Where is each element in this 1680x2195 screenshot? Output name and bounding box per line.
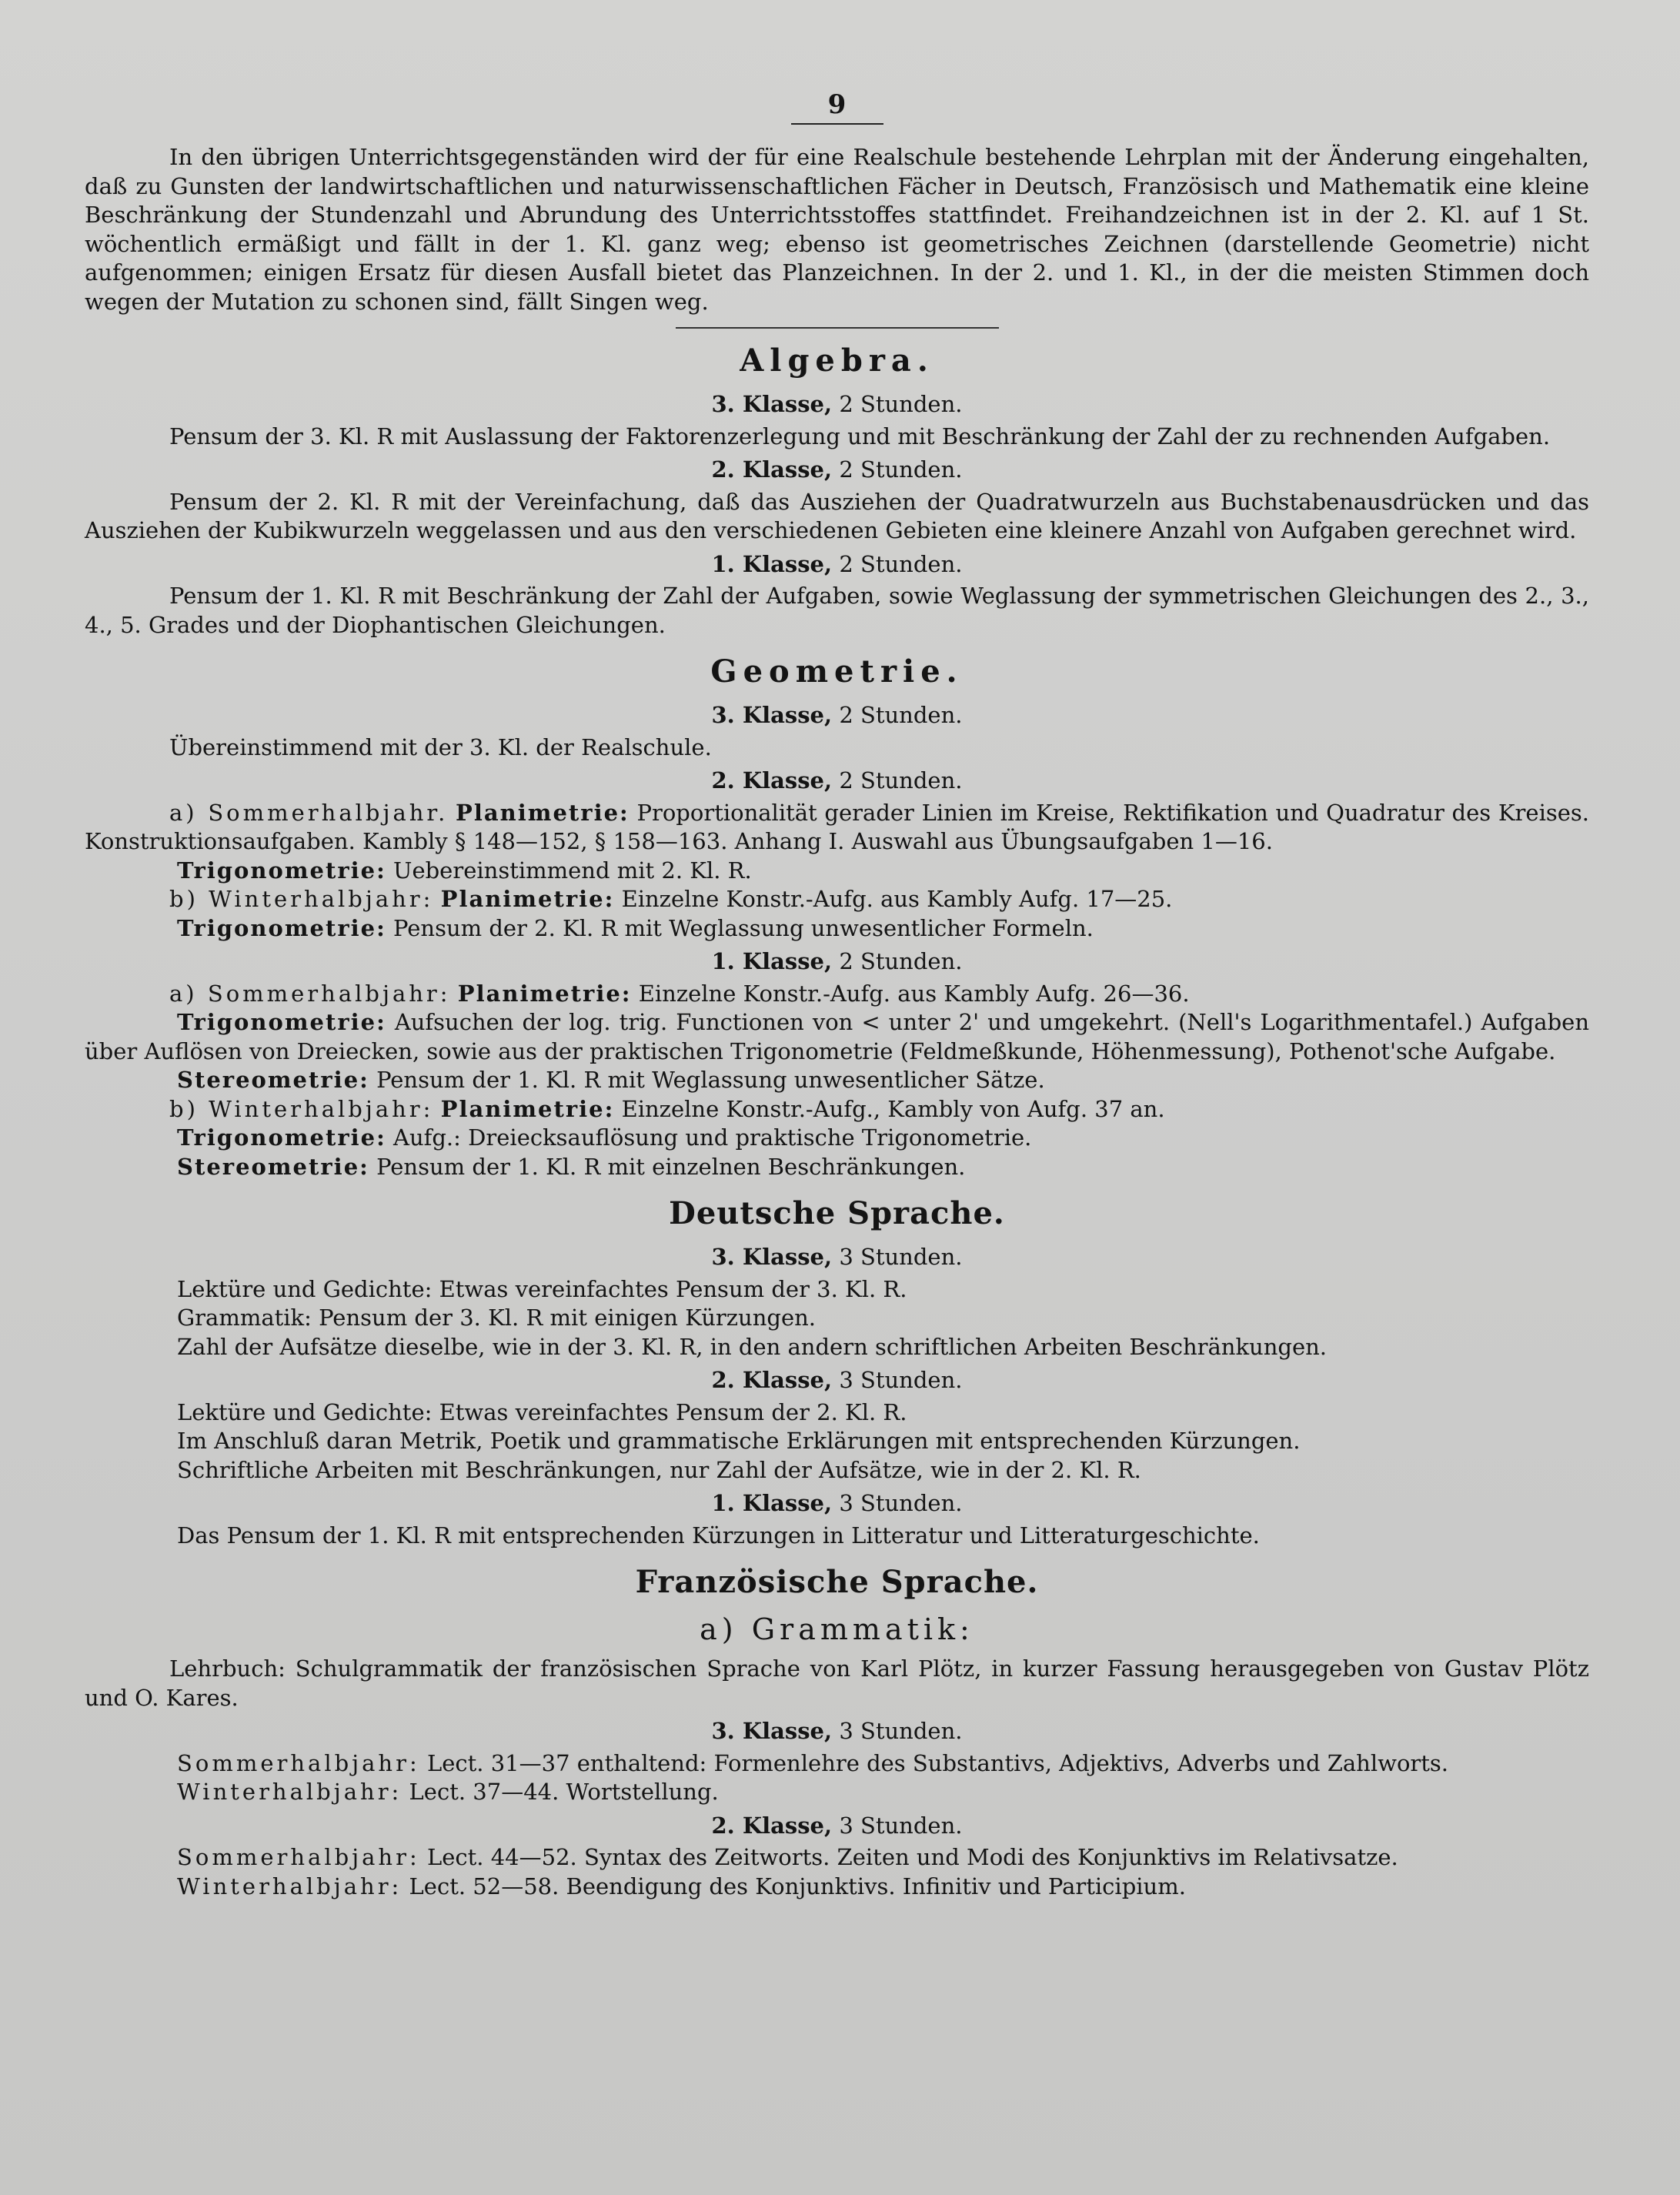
- term-text: Lect. 44—52. Syntax des Zeitworts. Zeiten und Modi des Konjunktivs im Relativsatze.: [426, 1844, 1398, 1870]
- term-label: Planimetrie:: [457, 980, 632, 1007]
- klasse-hours: 2 Stunden.: [839, 456, 963, 483]
- term-label: Sommerhalbjahr:: [177, 1844, 420, 1870]
- deutsch-k3-line: Lektüre und Gedichte: Etwas vereinfachtes Pensum der 3. Kl. R.: [177, 1275, 907, 1302]
- page-number: 9: [827, 89, 847, 120]
- klasse-label: 3. Klasse,: [711, 1244, 833, 1270]
- klasse-hours: 3 Stunden.: [839, 1812, 963, 1839]
- algebra-klasse-1: [85, 550, 1589, 580]
- klasse-hours: 2 Stunden.: [839, 391, 963, 417]
- term-label: Sommerhalbjahr:: [177, 1749, 420, 1776]
- geometrie-k2-a-trig: [85, 857, 1589, 886]
- term-label: Trigonometrie:: [177, 914, 386, 941]
- deutsch-k2-line: Im Anschluß daran Metrik, Poetik und grammatische Erklärungen mit entsprechenden Kürzungen.: [177, 1428, 1301, 1454]
- heading-franz: Französische Sprache.: [635, 1564, 1039, 1600]
- klasse-hours: 2 Stunden.: [839, 702, 963, 728]
- term-label: Winterhalbjahr:: [177, 1873, 402, 1899]
- section-separator: [676, 327, 999, 329]
- klasse-hours: 2 Stunden.: [839, 948, 963, 974]
- deutsch-k3-line: Zahl der Aufsätze dieselbe, wie in der 3. Kl. R, in den andern schriftlichen Arbeiten Beschränkungen.: [177, 1333, 1327, 1360]
- term-label: Planimetrie:: [440, 1095, 615, 1122]
- klasse-label: 2. Klasse,: [711, 1367, 833, 1393]
- term-text: Lect. 52—58. Beendigung des Konjunktivs. Infinitiv und Participium.: [409, 1873, 1186, 1899]
- klasse-label: 3. Klasse,: [711, 1718, 833, 1744]
- term-label: Stereometrie:: [177, 1067, 369, 1093]
- franz-k3-winter: [85, 1778, 1589, 1807]
- geometrie-k2-a: [85, 799, 1589, 857]
- deutsch-k2-line: Lektüre und Gedichte: Etwas vereinfachtes Pensum der 2. Kl. R.: [177, 1398, 907, 1425]
- term-text: Lect. 37—44. Wortstellung.: [409, 1779, 719, 1805]
- term-text: Pensum der 1. Kl. R mit einzelnen Beschränkungen.: [376, 1153, 966, 1180]
- klasse-label: 3. Klasse,: [711, 702, 833, 728]
- heading-deutsch: Deutsche Sprache.: [669, 1195, 1005, 1231]
- geometrie-k2-b-trig: [85, 914, 1589, 944]
- heading-grammatik: a) Grammatik:: [700, 1612, 974, 1646]
- klasse-hours: 2 Stunden.: [839, 767, 963, 793]
- algebra-klasse-3: [85, 390, 1589, 419]
- term-text: Pensum der 1. Kl. R mit Weglassung unwesentlicher Sätze.: [376, 1067, 1045, 1093]
- deutsch-klasse-1: [85, 1489, 1589, 1518]
- franz-klasse-3: [85, 1717, 1589, 1746]
- deutsch-klasse-2: [85, 1366, 1589, 1395]
- geometrie-k2-b: [85, 885, 1589, 914]
- page-number-rule: [791, 123, 883, 125]
- term-label: Trigonometrie:: [177, 1124, 386, 1151]
- term-text: Einzelne Konstr.-Aufg. aus Kambly Aufg. 26—36.: [638, 980, 1190, 1007]
- deutsch-k1-line: Das Pensum der 1. Kl. R mit entsprechenden Kürzungen in Litteratur und Litteraturgeschichte.: [177, 1522, 1260, 1549]
- klasse-hours: 3 Stunden.: [839, 1244, 963, 1270]
- term-label: Winterhalbjahr:: [177, 1779, 402, 1805]
- term-text: Proportionalität gerader Linien im Kreise, Rektifikation und Quadratur des Kreises. Konstruktionsaufgaben. Kambly § 148—152, § 158—163. Anhang I. Auswahl aus Übungsaufgaben 1—16.: [85, 799, 1589, 854]
- algebra-k1-text: Pensum der 1. Kl. R mit Beschränkung der Zahl der Aufgaben, sowie Weglassung der symmetrischen Gleichungen des 2., 3., 4., 5. Grades und der Diophantischen Gleichungen.: [85, 583, 1589, 638]
- klasse-label: 1. Klasse,: [711, 1490, 833, 1516]
- franz-klasse-2: [85, 1812, 1589, 1841]
- franz-k3-sommer: [85, 1749, 1589, 1779]
- term-label: b) Winterhalbjahr:: [169, 1095, 434, 1122]
- klasse-label: 2. Klasse,: [711, 1812, 833, 1839]
- term-text: Einzelne Konstr.-Aufg., Kambly von Aufg. 37 an.: [621, 1095, 1165, 1122]
- term-label: a) Sommerhalbjahr:: [169, 980, 451, 1007]
- geometrie-k1-a: [85, 980, 1589, 1009]
- term-text: Aufsuchen der log. trig. Functionen von < unter 2' und umgekehrt. (Nell's Logarithmentafel.) Aufgaben über Auflösen von Dreiecken, sowie aus der praktischen Trigonometrie (Feldmeßkunde, Höhenmessung), Pothenot'sche Aufgabe.: [85, 1009, 1589, 1064]
- franz-lehrbuch: Lehrbuch: Schulgrammatik der französischen Sprache von Karl Plötz, in kurzer Fassung herausgegeben von Gustav Plötz und O. Kares.: [85, 1655, 1589, 1711]
- geometrie-k1-b-trig: [85, 1124, 1589, 1153]
- term-text: Aufg.: Dreiecksauflösung und praktische Trigonometrie.: [393, 1124, 1032, 1151]
- term-label: Stereometrie:: [177, 1153, 369, 1180]
- geometrie-klasse-2: [85, 767, 1589, 796]
- klasse-hours: 2 Stunden.: [839, 550, 963, 577]
- franz-k2-sommer: [85, 1843, 1589, 1873]
- deutsch-k3-line: Grammatik: Pensum der 3. Kl. R mit einigen Kürzungen.: [177, 1305, 817, 1331]
- term-label: b) Winterhalbjahr:: [169, 886, 434, 912]
- klasse-label: 2. Klasse,: [711, 767, 833, 793]
- klasse-hours: 3 Stunden.: [839, 1490, 963, 1516]
- deutsch-k2-line: Schriftliche Arbeiten mit Beschränkungen, nur Zahl der Aufsätze, wie in der 2. Kl. R.: [177, 1456, 1141, 1483]
- klasse-label: 1. Klasse,: [711, 948, 833, 974]
- algebra-k2-text: Pensum der 2. Kl. R mit der Vereinfachung, daß das Ausziehen der Quadratwurzeln aus Buchstabenausdrücken und das Ausziehen der Kubikwurzeln weggelassen und aus den verschiedenen Gebieten eine kleinere Anzahl von Aufgaben gerechnet wird.: [85, 488, 1589, 543]
- term-text: Einzelne Konstr.-Aufg. aus Kambly Aufg. 17—25.: [621, 886, 1173, 912]
- term-text: Pensum der 2. Kl. R mit Weglassung unwesentlicher Formeln.: [393, 914, 1094, 941]
- term-label: Trigonometrie:: [177, 1009, 386, 1035]
- geometrie-klasse-1: [85, 947, 1589, 977]
- geometrie-klasse-3: [85, 701, 1589, 730]
- deutsch-klasse-3: [85, 1243, 1589, 1272]
- intro-paragraph: In den übrigen Unterrichtsgegenständen wird der für eine Realschule bestehende Lehrplan mit der Änderung eingehalten, daß zu Gunsten der landwirtschaftlichen und naturwissenschaftlichen Fächer in Deutsch, Französisch und Mathematik eine kleine Beschränkung der Stundenzahl und Abrundung des Unterrichtsstoffes stattfindet. Freihandzeichnen ist in der 2. Kl. auf 1 St. wöchentlich ermäßigt und fällt in der 1. Kl. ganz weg; ebenso ist geometrisches Zeichnen (darstellende Geometrie) nicht aufgenommen; einigen Ersatz für diesen Ausfall bietet das Planzeichnen. In der 2. und 1. Kl., in der die meisten Stimmen doch wegen der Mutation zu schonen sind, fällt Singen weg.: [85, 144, 1589, 315]
- page-content: [85, 91, 1589, 1901]
- algebra-k3-text: Pensum der 3. Kl. R mit Auslassung der Faktorenzerlegung und mit Beschränkung der Zahl der zu rechnenden Aufgaben.: [169, 423, 1551, 449]
- term-text: Lect. 31—37 enthaltend: Formenlehre des Substantivs, Adjektivs, Adverbs und Zahlworts.: [426, 1749, 1449, 1776]
- klasse-label: 1. Klasse,: [711, 550, 833, 577]
- franz-k2-winter: [85, 1873, 1589, 1902]
- term-label: a) Sommerhalbjahr.: [169, 799, 449, 826]
- geometrie-k3-text: Übereinstimmend mit der 3. Kl. der Realschule.: [169, 733, 712, 760]
- heading-geometrie: Geometrie.: [710, 653, 964, 690]
- geometrie-k1-a-stereo: [85, 1066, 1589, 1095]
- geometrie-k1-a-trig: [85, 1008, 1589, 1066]
- geometrie-k1-b-stereo: [85, 1153, 1589, 1182]
- term-label: Planimetrie:: [456, 799, 630, 826]
- klasse-hours: 3 Stunden.: [839, 1718, 963, 1744]
- term-text: Uebereinstimmend mit 2. Kl. R.: [393, 857, 752, 884]
- klasse-label: 3. Klasse,: [711, 391, 833, 417]
- algebra-klasse-2: [85, 456, 1589, 485]
- geometrie-k1-b: [85, 1095, 1589, 1124]
- term-label: Trigonometrie:: [177, 857, 386, 884]
- klasse-label: 2. Klasse,: [711, 456, 833, 483]
- heading-algebra: Algebra.: [740, 342, 934, 379]
- term-label: Planimetrie:: [440, 886, 615, 912]
- klasse-hours: 3 Stunden.: [839, 1367, 963, 1393]
